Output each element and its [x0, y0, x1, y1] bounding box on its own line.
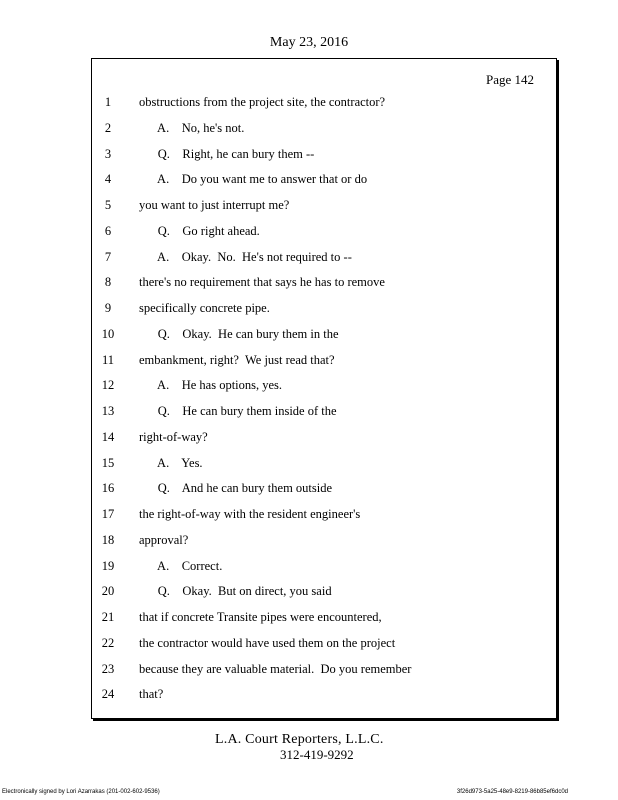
document-id: 3f26d973-5a25-48e9-8219-86b85ef6dc0d: [456, 789, 568, 795]
header-date: May 23, 2016: [269, 35, 349, 50]
transcript-line: A. No, he's not.: [139, 120, 245, 135]
transcript-line: A. Do you want me to answer that or do: [139, 172, 368, 187]
transcript-line: because they are valuable material. Do you remember: [139, 661, 412, 676]
transcript-line: Q. He can bury them inside of the: [139, 404, 337, 418]
line-number: 15: [101, 455, 115, 470]
line-number: 13: [101, 404, 115, 418]
line-number: 24: [101, 687, 115, 702]
line-number: 9: [104, 301, 112, 315]
line-number: 18: [101, 532, 115, 547]
line-number: 11: [101, 352, 115, 367]
transcript-line: the contractor would have used them on the project: [139, 635, 396, 650]
transcript-line: that?: [139, 687, 164, 702]
line-number: 6: [104, 223, 112, 238]
footer-company: L.A. Court Reporters, L.L.C.: [215, 732, 384, 747]
line-number: 16: [101, 481, 115, 496]
line-number: 19: [101, 558, 115, 573]
transcript-line: Q. And he can bury them outside: [139, 481, 333, 496]
transcript-line: Q. Go right ahead.: [139, 223, 260, 238]
transcript-line: specifically concrete pipe.: [139, 301, 270, 315]
transcript-line: A. He has options, yes.: [139, 378, 283, 393]
electronic-signature: Electronically signed by Lori Azarrakas (201-002-602-9536): [2, 789, 160, 795]
transcript-line: right-of-way?: [139, 429, 208, 444]
footer-phone: 312-419-9292: [280, 747, 354, 762]
line-number: 5: [104, 198, 112, 212]
transcript-line: Q. Okay. He can bury them in the: [139, 326, 339, 341]
line-number: 14: [101, 429, 115, 444]
transcript-line: the right-of-way with the resident engineer's: [139, 507, 361, 521]
transcript-line: you want to just interrupt me?: [139, 198, 290, 212]
transcript-text: [139, 92, 539, 710]
transcript-line: obstructions from the project site, the contractor?: [139, 95, 386, 109]
transcript-line: A. Okay. No. He's not required to --: [139, 249, 352, 264]
page-number: Page 142: [485, 72, 534, 87]
transcript-line: Q. Okay. But on direct, you said: [139, 584, 332, 599]
transcript-line: approval?: [139, 532, 189, 547]
line-number: 22: [101, 635, 115, 650]
line-number: 17: [101, 507, 115, 521]
transcript-line: that if concrete Transite pipes were encountered,: [139, 610, 382, 624]
line-number-column: [96, 92, 120, 710]
line-number: 3: [104, 146, 112, 161]
transcript-line: embankment, right? We just read that?: [139, 352, 335, 367]
transcript-line: A. Correct.: [139, 558, 223, 573]
line-number: 8: [104, 275, 112, 290]
line-number: 21: [101, 610, 115, 624]
line-number: 4: [104, 172, 112, 187]
line-number: 12: [101, 378, 115, 393]
line-number: 20: [101, 584, 115, 599]
line-number: 2: [104, 120, 112, 135]
line-number: 7: [104, 249, 112, 264]
line-number: 1: [104, 95, 112, 109]
line-number: 23: [101, 661, 115, 676]
transcript-line: Q. Right, he can bury them --: [139, 146, 315, 161]
line-number: 10: [101, 326, 115, 341]
transcript-line: there's no requirement that says he has to remove: [139, 275, 385, 290]
transcript-line: A. Yes.: [139, 455, 203, 470]
